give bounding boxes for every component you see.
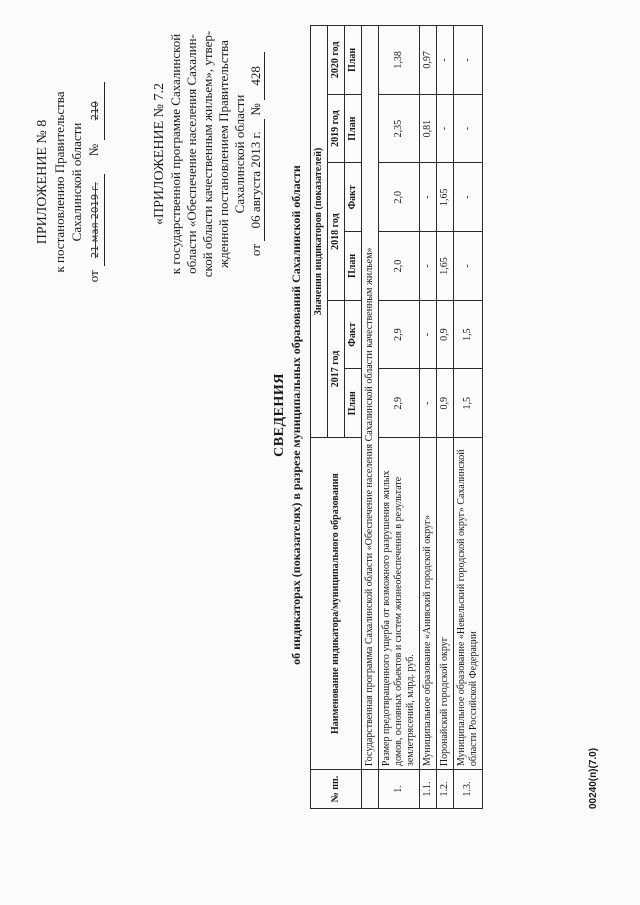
heading-title: СВЕДЕНИЯ: [272, 373, 287, 457]
program-date-row: [248, 19, 265, 289]
year-header: 2020 год: [328, 26, 345, 95]
row-name: Муниципальное образование «Анивский городской округ»: [420, 438, 437, 770]
plan-header: План: [345, 232, 362, 301]
row-value: 0,9: [437, 300, 454, 369]
row-name: Поронайский городской округ: [437, 438, 454, 770]
row-num: 1.3.: [454, 770, 483, 809]
appendix-line: к постановлению Правительства: [52, 91, 67, 273]
row-value: -: [437, 26, 454, 95]
program-line: жденной постановлением Правительства: [216, 40, 231, 268]
document-heading: [272, 15, 304, 815]
row-value: -: [437, 94, 454, 163]
appendix-title: ПРИЛОЖЕНИЕ № 8: [35, 119, 50, 245]
year-header: 2019 год: [328, 94, 345, 163]
year-header: 2017 год: [328, 300, 345, 437]
row-value: -: [454, 232, 483, 301]
row-value: -: [420, 232, 437, 301]
from-prefix: от: [248, 244, 263, 257]
program-appendix-block: [152, 19, 265, 289]
row-value: 1,65: [437, 163, 454, 232]
row-num: 1.2.: [437, 770, 454, 809]
plan-header: План: [345, 26, 362, 95]
row-value: 2,0: [379, 163, 420, 232]
header-row: [311, 26, 328, 809]
document-code: 00240(п)(7.0): [588, 747, 599, 809]
program-line: Сахалинской области: [232, 94, 247, 214]
section-row: [362, 26, 379, 809]
program-line: к государственной программе Сахалинской: [168, 33, 183, 275]
heading-subtitle: об индикаторах (показателях) в разрезе муниципальных образований Сахалинской области: [289, 165, 303, 665]
row-value: -: [454, 26, 483, 95]
row-name: Муниципальное образование «Невельский городской округ» Сахалинской области Российской Федерации: [454, 438, 483, 770]
row-value: 0,97: [420, 26, 437, 95]
col-num-header: № пп.: [311, 770, 362, 809]
row-num: 1.1.: [420, 770, 437, 809]
row-value: -: [420, 369, 437, 438]
appendix-block: [34, 57, 105, 307]
section-title: Государственная программа Сахалинской области «Обеспечение населения Сахалинской области качественным жильем»: [362, 26, 379, 770]
row-value: 1,38: [379, 26, 420, 95]
year-header: 2018 год: [328, 163, 345, 300]
appendix-date-row: [85, 57, 105, 307]
fact-header: Факт: [345, 163, 362, 232]
table-row: [437, 26, 454, 809]
appendix-date: 21 мая 2019 г.: [87, 174, 105, 266]
row-value: -: [454, 94, 483, 163]
program-appendix-title: «ПРИЛОЖЕНИЕ № 7.2: [152, 83, 167, 225]
from-prefix: от: [86, 270, 101, 283]
appendix-number: 210: [87, 82, 105, 140]
row-value: 1,5: [454, 369, 483, 438]
number-sign: №: [86, 143, 101, 157]
row-value: -: [420, 163, 437, 232]
program-line: ской области качественным жильем», утвер-: [200, 30, 215, 278]
plan-header: План: [345, 369, 362, 438]
row-value: 1,5: [454, 300, 483, 369]
program-number: 428: [248, 52, 265, 100]
number-sign: №: [248, 103, 263, 116]
row-value: 2,9: [379, 300, 420, 369]
empty-cell: [362, 770, 379, 809]
row-value: 2,35: [379, 94, 420, 163]
table-row: [454, 26, 483, 809]
col-name-header: Наименование индикатора/муниципального образования: [311, 438, 362, 770]
table-row: [420, 26, 437, 809]
plan-header: План: [345, 94, 362, 163]
program-date: 06 августа 2013 г.: [248, 119, 265, 241]
row-value: 2,9: [379, 369, 420, 438]
row-value: 0,9: [437, 369, 454, 438]
row-value: 2,0: [379, 232, 420, 301]
indicators-table: [310, 25, 483, 809]
col-values-header: Значения индикаторов (показателей): [311, 26, 328, 438]
row-name: Размер предотвращенного ущерба от возможного разрушения жилых домов, основных объектов и систем жизнеобеспечения в результате землетрясений, млрд. руб.: [379, 438, 420, 770]
table-row: [379, 26, 420, 809]
row-value: 0,81: [420, 94, 437, 163]
row-value: -: [454, 163, 483, 232]
row-value: 1,65: [437, 232, 454, 301]
program-line: области «Обеспечение населения Сахалин-: [184, 34, 199, 274]
row-num: 1.: [379, 770, 420, 809]
appendix-line: Сахалинской области: [69, 122, 84, 242]
fact-header: Факт: [345, 300, 362, 369]
row-value: -: [420, 300, 437, 369]
